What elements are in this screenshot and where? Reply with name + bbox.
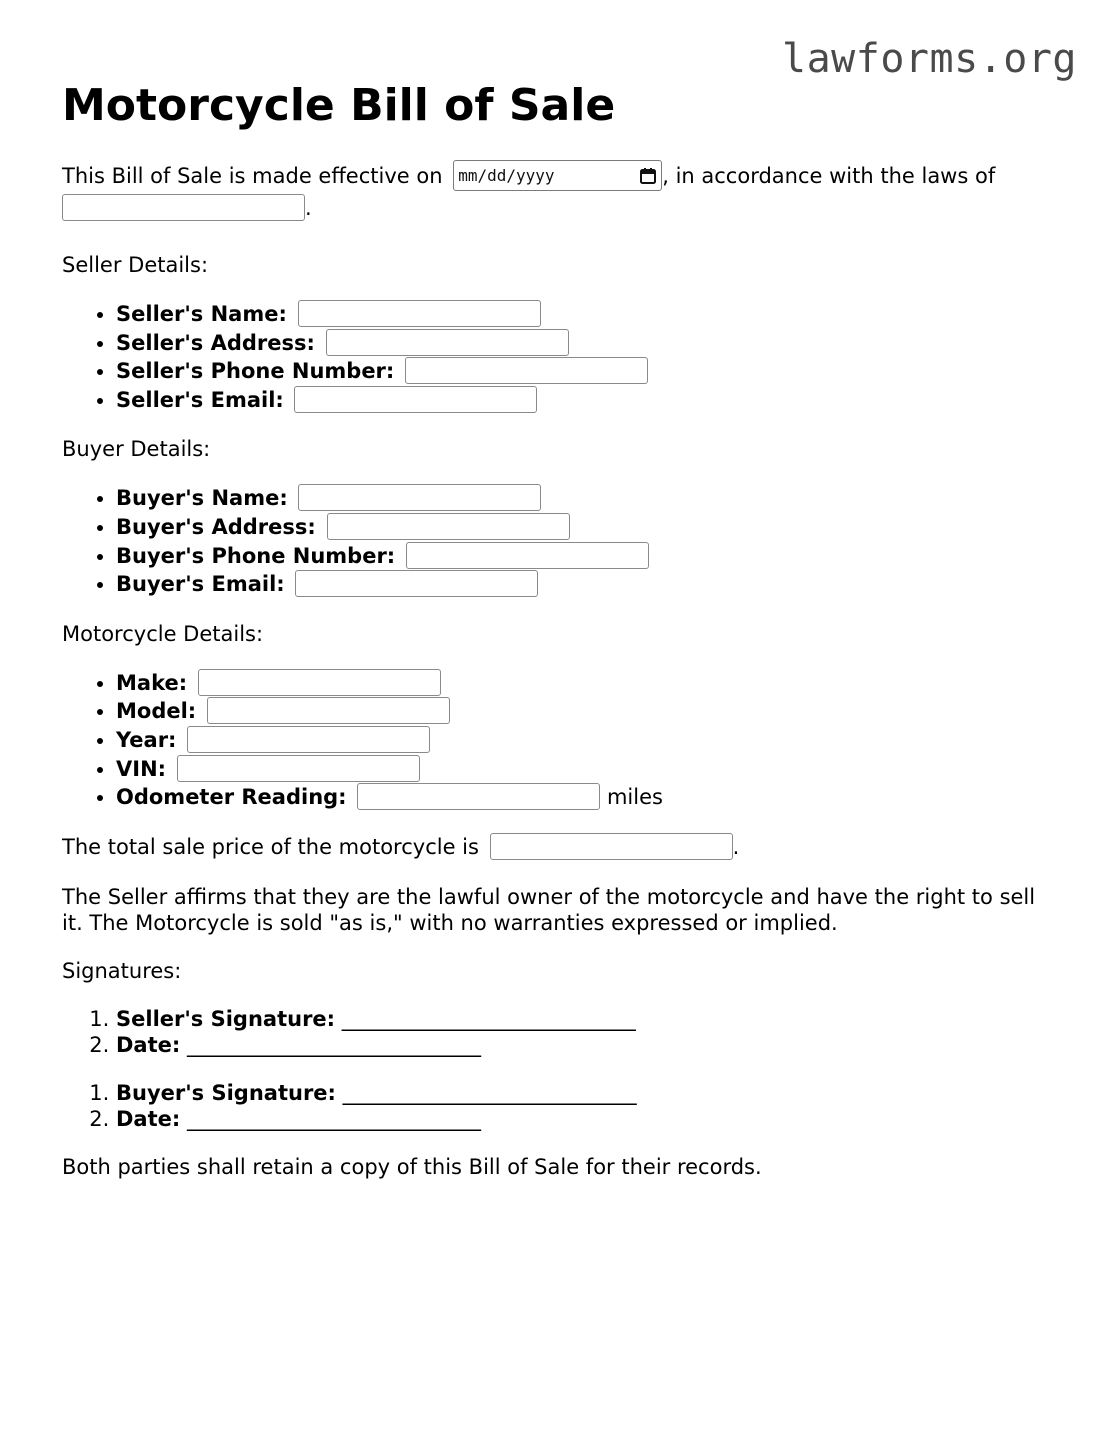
list-item — [116, 329, 1052, 358]
buyer-name-input[interactable] — [298, 484, 541, 511]
buyer-details-heading: Buyer Details: — [62, 437, 211, 462]
seller-phone-input[interactable] — [405, 357, 648, 384]
buyer-details-list — [62, 484, 1052, 598]
seller-phone-label: Seller's Phone Number: — [116, 359, 395, 384]
list-item — [116, 1080, 1052, 1106]
list-item — [116, 1106, 1052, 1132]
vin-input[interactable] — [177, 755, 420, 782]
intro-text-after: , in accordance with the laws of — [662, 164, 996, 188]
signatures-heading: Signatures: — [62, 958, 182, 983]
buyer-date-label: Date: — [116, 1106, 181, 1131]
motorcycle-details-list — [62, 669, 1052, 812]
seller-signature-label: Seller's Signature: — [116, 1006, 336, 1031]
vin-label: VIN: — [116, 756, 167, 781]
odometer-input[interactable] — [357, 783, 600, 810]
governing-state-input[interactable] — [62, 194, 305, 221]
buyer-email-label: Buyer's Email: — [116, 572, 285, 597]
list-item — [116, 386, 1052, 415]
page-title: Motorcycle Bill of Sale — [62, 80, 616, 131]
odometer-label: Odometer Reading: — [116, 785, 347, 810]
year-label: Year: — [116, 727, 177, 752]
list-item — [116, 542, 1052, 571]
document-body — [62, 160, 1052, 1180]
list-item — [116, 783, 1052, 812]
list-item — [116, 697, 1052, 726]
seller-email-label: Seller's Email: — [116, 387, 284, 412]
seller-address-input[interactable] — [326, 329, 569, 356]
motorcycle-details-heading: Motorcycle Details: — [62, 621, 264, 646]
list-item — [116, 357, 1052, 386]
list-item — [116, 1006, 1052, 1032]
list-item — [116, 484, 1052, 513]
buyer-signature-label: Buyer's Signature: — [116, 1080, 336, 1105]
seller-address-label: Seller's Address: — [116, 330, 315, 355]
buyer-signature-line: ____________________________ — [342, 1080, 637, 1105]
site-watermark: lawforms.org — [782, 36, 1077, 82]
seller-signature-line: ____________________________ — [341, 1006, 636, 1031]
buyer-address-label: Buyer's Address: — [116, 514, 316, 539]
make-label: Make: — [116, 670, 188, 695]
list-item — [116, 570, 1052, 599]
buyer-signature-list — [62, 1080, 1052, 1132]
affirmation-paragraph: The Seller affirms that they are the lawful owner of the motorcycle and have the right to sell it. The Motorcycle is sold "as is," with no warranties expressed or implied. — [62, 884, 1036, 935]
sale-price-input[interactable] — [490, 833, 733, 860]
model-label: Model: — [116, 699, 197, 724]
effective-date-input[interactable] — [453, 160, 662, 191]
seller-details-heading: Seller Details: — [62, 253, 209, 277]
effective-date-paragraph — [62, 160, 1052, 224]
buyer-address-input[interactable] — [327, 513, 570, 540]
model-input[interactable] — [207, 697, 450, 724]
date-placeholder: mm/dd/yyyy — [458, 165, 555, 185]
make-input[interactable] — [198, 669, 441, 696]
odometer-unit: miles — [606, 785, 663, 810]
sale-price-paragraph — [62, 834, 1052, 860]
buyer-date-line: ____________________________ — [186, 1106, 481, 1131]
seller-date-line: ____________________________ — [186, 1032, 481, 1057]
seller-email-input[interactable] — [294, 386, 537, 413]
intro-text-before: This Bill of Sale is made effective on — [62, 164, 443, 188]
buyer-name-label: Buyer's Name: — [116, 486, 288, 511]
sale-price-text: The total sale price of the motorcycle is — [62, 834, 479, 859]
year-input[interactable] — [187, 726, 430, 753]
buyer-phone-label: Buyer's Phone Number: — [116, 543, 396, 568]
seller-name-label: Seller's Name: — [116, 302, 287, 326]
list-item — [116, 726, 1052, 755]
seller-date-label: Date: — [116, 1032, 181, 1057]
list-item — [116, 755, 1052, 784]
list-item — [116, 669, 1052, 698]
list-item — [116, 1032, 1052, 1058]
buyer-email-input[interactable] — [295, 570, 538, 597]
closing-statement: Both parties shall retain a copy of this Bill of Sale for their records. — [62, 1154, 762, 1179]
list-item — [116, 300, 1052, 329]
seller-name-input[interactable] — [298, 300, 541, 327]
list-item — [116, 513, 1052, 542]
seller-signature-list — [62, 1006, 1052, 1058]
calendar-icon[interactable] — [639, 167, 657, 185]
seller-details-list — [62, 300, 1052, 414]
buyer-phone-input[interactable] — [406, 542, 649, 569]
intro-end-punct: . — [305, 196, 312, 220]
sale-price-end-punct: . — [732, 834, 740, 859]
